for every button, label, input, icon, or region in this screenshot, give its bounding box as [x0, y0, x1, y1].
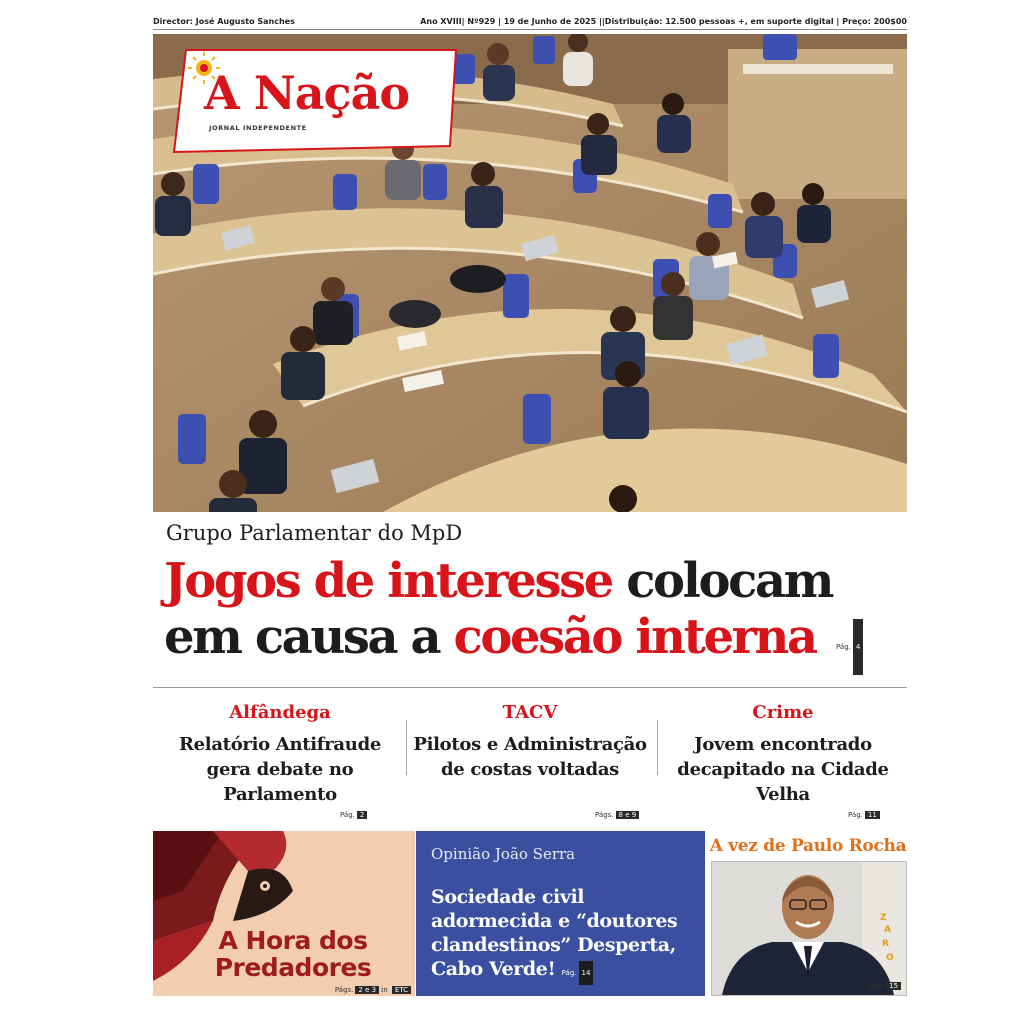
headline-part-1: Jogos de interesse	[164, 553, 612, 609]
predators-title: A Hora dos Predadores	[214, 926, 372, 982]
story-text: Pilotos e Administração de costas voltadas	[413, 734, 647, 780]
opinion-headline: Sociedade civil adormecida e “doutores clandestinos” Desperta, Cabo Verde!	[431, 886, 678, 980]
opinion-text	[431, 885, 701, 985]
story-page-ref: Pág. 2	[340, 811, 367, 819]
lead-headline[interactable]	[164, 553, 904, 679]
svg-text:R: R	[882, 939, 889, 949]
story-section: Alfândega	[229, 702, 331, 723]
lead-kicker: Grupo Parlamentar do MpD	[166, 521, 463, 545]
svg-text:Z: Z	[880, 913, 887, 923]
interview-page-ref: Pág. 15	[869, 982, 901, 990]
story-text: Jovem encontrado decapitado na Cidade Velha	[677, 734, 889, 805]
headline-part-2: colocam em causa a	[164, 553, 833, 665]
headline-part-3: coesão interna	[453, 609, 816, 665]
story-tacv[interactable]	[405, 700, 655, 819]
portrait-photo	[711, 861, 907, 996]
lead-page-ref: Pág. 4	[836, 643, 863, 651]
story-alfandega[interactable]	[155, 700, 405, 819]
logo-subtitle: JORNAL INDEPENDENTE	[209, 124, 307, 132]
story-page-ref: Pág. 11	[848, 811, 880, 819]
story-page-ref: Págs. 8 e 9	[595, 811, 639, 819]
logo-title: A Nação	[204, 66, 410, 120]
section-divider	[153, 687, 907, 688]
svg-text:O: O	[886, 953, 894, 963]
director-credit: Director: José Augusto Sanches	[153, 17, 295, 26]
predators-page-ref: Págs. 2 e 3 in ETC	[335, 986, 411, 994]
opinion-page-ref: Pág. 14	[562, 969, 594, 977]
story-text: Relatório Antifraude gera debate no Parlamento	[178, 734, 382, 805]
opinion-label: Opinião João Serra	[431, 845, 576, 863]
story-section: TACV	[502, 702, 558, 723]
interview-box[interactable]	[709, 831, 907, 996]
svg-text:A: A	[884, 925, 891, 935]
interview-title: A vez de Paulo Rocha	[709, 836, 907, 856]
story-crime[interactable]	[658, 700, 908, 819]
opinion-box[interactable]	[416, 831, 705, 996]
predators-feature[interactable]	[153, 831, 415, 996]
person-icon	[712, 862, 906, 995]
masthead-info-bar	[153, 17, 907, 30]
story-section: Crime	[752, 702, 814, 723]
newspaper-logo[interactable]	[164, 46, 458, 154]
issue-info: Ano XVIII| Nº929 | 19 de Junho de 2025 ||Distribuição: 12.500 pessoas +, em suporte digital | Preço: 200$00	[420, 17, 907, 26]
